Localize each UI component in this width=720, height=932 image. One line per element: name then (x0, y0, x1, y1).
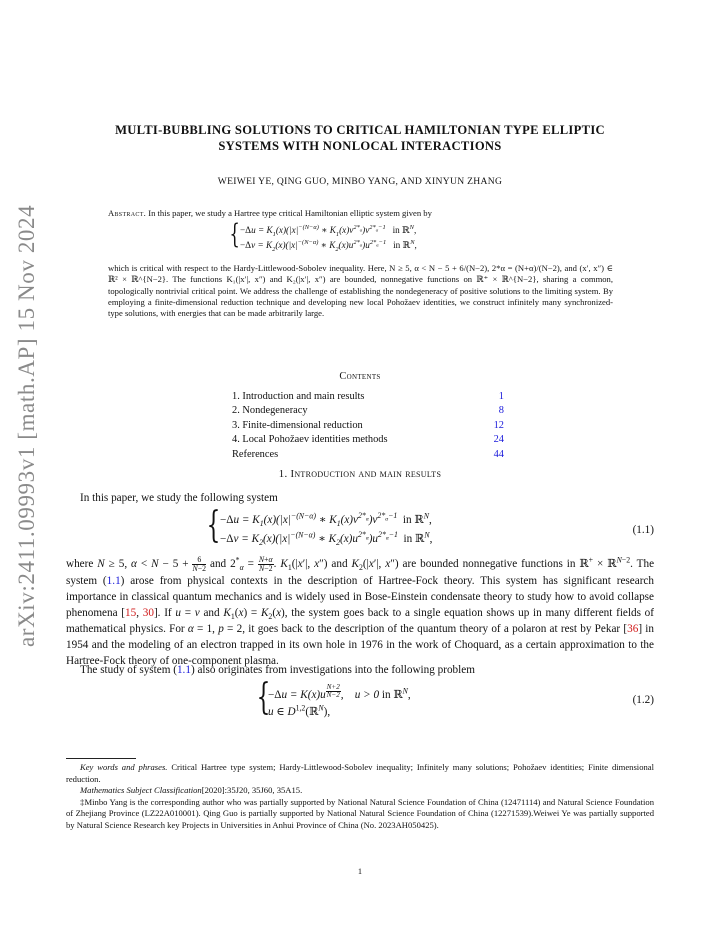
abstract-body (108, 263, 613, 319)
toc-page-link[interactable]: 24 (493, 434, 504, 446)
footnote-rule (66, 758, 136, 759)
toc-item-label: References (232, 448, 279, 460)
body-paragraph-1: where N ≥ 5, α < N − 5 + $\frac{6}{N-2}$ and $2^*_\alpha$ = $\frac{N+\alpha}{N-2}$ . $K_1(|x'|$, x″) and $K_2(|x'|$, x″) are bounded nonnegative functions in ℝ+ × ℝ$^{N-2}$. The system (1.1) arose from physical contexts in the description of Hartree-Fock theory. This system has significant research importance in classical quantum mechanics and is widely used in Bose-Einstein condensate theory to study how to avoid collapse phenomena [15, 30]. If u = v and $K_1(x) = K_2(x)$, the system goes back to a single equation shows up in many different fields of mathematical physics. For α = 1, p = 2, it goes back to the description of the quantum theory of a polaron at rest by Pekar [36] in 1954 and the modeling of an electron trapped in its own hole in 1976 in the work of Choquard, as a certain approximation to the Hartree-Fock theory of one-component plasma. (66, 555, 655, 667)
authors: WEIWEI YE, QING GUO, MINBO YANG, AND XINYUN ZHANG (217, 176, 503, 187)
abstract-body-text: which is critical with respect to the Hardy-Littlewood-Sobolev inequality. Here, N ≥ 5, α < N − 5 + 6/(N−2), 2*α = (N+α)/(N−2), and (x′, x″) ∈ ℝ² × ℝ^{N−2}. The functions K₁(|x′|, x″) and K₂(|x′|, x″) are bounded, nonnegative functions on ℝ⁺ × ℝ^{N−2}, sharing a common, topologically nontrivial critical point. We address the challenge of establishing the nondegeneracy of positive solutions to the limiting system. By employing a finite-dimensional reduction technique and developing new local Pohožaev identities, we construct infinitely many synchronized-type solutions, with energies that can be made arbitrarily large. (108, 263, 613, 319)
page-number: 1 (357, 867, 363, 876)
title-line-2: SYSTEMS WITH NONLOCAL INTERACTIONS (218, 139, 502, 153)
toc-item[interactable] (232, 434, 504, 448)
toc-item[interactable] (232, 420, 504, 434)
abstract-label: Abstract. (108, 208, 147, 218)
toc-page-link[interactable]: 8 (498, 405, 504, 417)
toc-item[interactable] (232, 449, 504, 463)
paper-title (60, 122, 660, 154)
msc: [2020]:35J20, 35J60, 35A15. (201, 785, 303, 795)
toc-item-label: 4. Local Pohožaev identities methods (232, 434, 388, 446)
toc-item[interactable] (232, 391, 504, 405)
contents-heading: Contents (339, 371, 381, 382)
toc-item-label: 2. Nondegeneracy (232, 405, 308, 417)
funding-note: ‡Minbo Yang is the corresponding author who was partially supported by National Natural Science Foundation of China (12471114) and Natural Science Foundation of Zhejiang Province (LZ22A010001). Qing Guo is partially supported by National Natural Science Foundation of China (12271539).Weiwei Ye was partially supported by Natural Science Research key Projects in Universities in Anhui Province of China (No. 2023AH050425). (66, 796, 654, 830)
toc-item[interactable] (232, 405, 504, 419)
intro-sentence: In this paper, we study the following system (80, 492, 278, 504)
arxiv-stamp (6, 200, 56, 650)
section-heading: 1. Introduction and main results (278, 468, 442, 480)
abstract (108, 208, 613, 219)
equation-number: (1.2) (632, 694, 654, 706)
arxiv-stamp-text: arXiv:2411.09993v1 [math.AP] 15 Nov 2024 (14, 204, 39, 647)
footnotes (66, 762, 654, 831)
abstract-intro: In this paper, we study a Hartree type critical Hamiltonian elliptic system given by (148, 208, 432, 218)
table-of-contents (232, 391, 504, 463)
keywords: Critical Hartree type system; Hardy-Littlewood-Sobolev inequality; Infinitely many solutions; Pohožaev identities; Finite dimensional reduction. (66, 762, 654, 784)
keywords-label: Key words and phrases. (80, 762, 168, 772)
body-paragraph-2: The study of system (1.1) also originates from investigations into the following problem (80, 664, 475, 676)
equation-number: (1.1) (632, 524, 654, 536)
toc-page-link[interactable]: 12 (493, 419, 504, 431)
toc-page-link[interactable]: 44 (493, 448, 504, 460)
toc-item-label: 3. Finite-dimensional reduction (232, 419, 363, 431)
toc-item-label: 1. Introduction and main results (232, 391, 365, 402)
title-line-1: MULTI-BUBBLING SOLUTIONS TO CRITICAL HAMILTONIAN TYPE ELLIPTIC (115, 123, 605, 137)
toc-page-link[interactable]: 1 (498, 391, 504, 402)
msc-label: Mathematics Subject Classification (80, 785, 202, 795)
